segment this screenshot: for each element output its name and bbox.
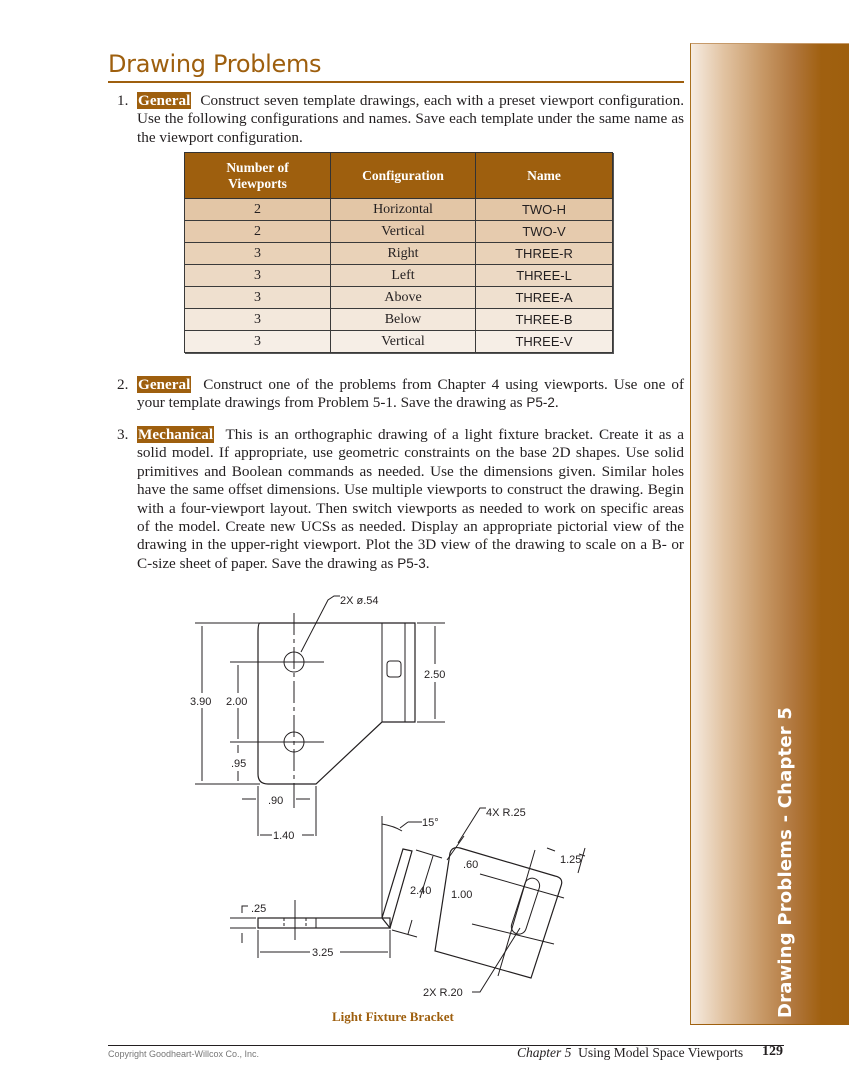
category-tag: General xyxy=(138,92,191,109)
filename: P5-2 xyxy=(526,395,555,411)
problem-2: 2. General Construct one of the problems from Chapter 4 using viewports. Use one of your template drawings from Problem 5-1. Save the drawing as P5-2. xyxy=(117,376,684,412)
cell-count: 3 xyxy=(185,265,331,287)
dim-hole-diameter: 2X ø.54 xyxy=(340,595,379,607)
column-header-name: Name xyxy=(476,153,613,199)
cell-name: THREE-A xyxy=(476,287,613,309)
side-tab-label: Drawing Problems - Chapter 5 xyxy=(775,706,796,1018)
cell-count: 3 xyxy=(185,243,331,265)
problem-number: 1. xyxy=(117,92,129,109)
cell-config: Vertical xyxy=(331,221,476,243)
column-header-viewports: Number of Viewports xyxy=(185,153,331,199)
dim-slot-offset: .60 xyxy=(463,859,479,871)
dim-corner-radius: 4X R.25 xyxy=(486,807,526,819)
cell-count: 3 xyxy=(185,331,331,353)
page-title: Drawing Problems xyxy=(108,50,322,78)
footer-chapter xyxy=(517,1045,743,1061)
filename: P5-3 xyxy=(397,555,426,571)
problem-3: 3. Mechanical This is an orthographic drawing of a light fixture bracket. Create it as a solid model. If appropriate, use geometric constraints on the base 2D shapes. Use solid primitives and Boolean commands as needed. Use the dimensions given. Similar holes have the same offset dimensions. Use multiple viewports to construct the drawing. Begin with a four-viewport layout. Then switch viewports as needed to work on specific areas of the model. Create new UCSs as needed. Display an appropriate pictorial view of the drawing in the upper-right viewport. Plot the 3D view of the drawing to scale on a B- or C-size sheet of paper. Save the drawing as P5-3. xyxy=(117,426,684,572)
cell-name: TWO-V xyxy=(476,221,613,243)
chapter-side-tab xyxy=(690,43,849,1025)
table-row xyxy=(185,199,613,221)
dim-slot-x: 1.25 xyxy=(560,854,582,866)
chapter-title: Using Model Space Viewports xyxy=(578,1045,744,1060)
dim-flange-length: 2.40 xyxy=(410,885,432,897)
problem-text: Construct one of the problems from Chapter 4 using viewports. Use one of your template drawings from Problem 5-1. Save the drawing as xyxy=(137,376,684,412)
cell-config: Below xyxy=(331,309,476,331)
cell-config: Above xyxy=(331,287,476,309)
figure-caption: Light Fixture Bracket xyxy=(332,1009,454,1024)
cell-name: THREE-B xyxy=(476,309,613,331)
dim-width: 1.40 xyxy=(273,830,295,842)
cell-name: THREE-R xyxy=(476,243,613,265)
dim-slot-radius: 2X R.20 xyxy=(423,987,463,999)
table-row xyxy=(185,243,613,265)
front-view xyxy=(190,595,445,842)
title-divider xyxy=(108,81,684,83)
dim-overall-height: 3.90 xyxy=(190,696,212,708)
dim-hole-spacing: 2.00 xyxy=(226,696,248,708)
problem-1 xyxy=(117,92,684,147)
cell-name: TWO-H xyxy=(476,199,613,221)
column-header-configuration: Configuration xyxy=(331,153,476,199)
cell-count: 3 xyxy=(185,309,331,331)
cell-count: 2 xyxy=(185,199,331,221)
problem-number: 3. xyxy=(117,426,129,443)
viewport-config-table xyxy=(184,152,613,353)
cell-config: Vertical xyxy=(331,331,476,353)
page-number: 129 xyxy=(762,1044,783,1059)
dim-thickness: .25 xyxy=(251,903,267,915)
cell-config: Left xyxy=(331,265,476,287)
cell-name: THREE-L xyxy=(476,265,613,287)
cell-count: 3 xyxy=(185,287,331,309)
dim-angle: 15° xyxy=(422,817,439,829)
cell-config: Horizontal xyxy=(331,199,476,221)
table-header-row xyxy=(185,153,613,199)
category-tag: General xyxy=(138,376,191,393)
table-row xyxy=(185,287,613,309)
auxiliary-view xyxy=(423,807,585,999)
bracket-drawing xyxy=(180,588,620,1008)
copyright: Copyright Goodheart-Willcox Co., Inc. xyxy=(108,1049,260,1059)
cell-config: Right xyxy=(331,243,476,265)
side-view xyxy=(230,816,442,959)
dim-slot-length: 1.00 xyxy=(451,889,473,901)
dim-hole-x: .90 xyxy=(268,795,284,807)
problem-text: Construct seven template drawings, each with a preset viewport configuration. Use the following configurations and names. Save each template under the same name as the viewport configuration. xyxy=(137,92,685,146)
table-row xyxy=(185,221,613,243)
table-row xyxy=(185,309,613,331)
problem-number: 2. xyxy=(117,376,129,393)
problem-text: This is an orthographic drawing of a light fixture bracket. Create it as a solid model. If appropriate, use geometric constraints on the base 2D shapes. Use solid primitives and Boolean commands as needed. Use the dimensions given. Similar holes have the same offset dimensions. Use multiple viewports to construct the drawing. Begin with a four-viewport layout. Then switch viewports as needed to work on specific areas of the model. Create new UCSs as needed. Display an appropriate pictorial view of the drawing in the upper-right viewport. Plot the 3D view of the drawing to scale on a B- or C-size sheet of paper. Save the drawing as xyxy=(137,426,684,572)
category-tag: Mechanical xyxy=(138,426,214,443)
cell-name: THREE-V xyxy=(476,331,613,353)
chapter-label: Chapter 5 xyxy=(517,1045,572,1060)
dim-hole-offset: .95 xyxy=(231,758,247,770)
table-row xyxy=(185,331,613,353)
cell-count: 2 xyxy=(185,221,331,243)
dim-length: 3.25 xyxy=(312,947,334,959)
table-row xyxy=(185,265,613,287)
dim-flange-height: 2.50 xyxy=(424,669,446,681)
